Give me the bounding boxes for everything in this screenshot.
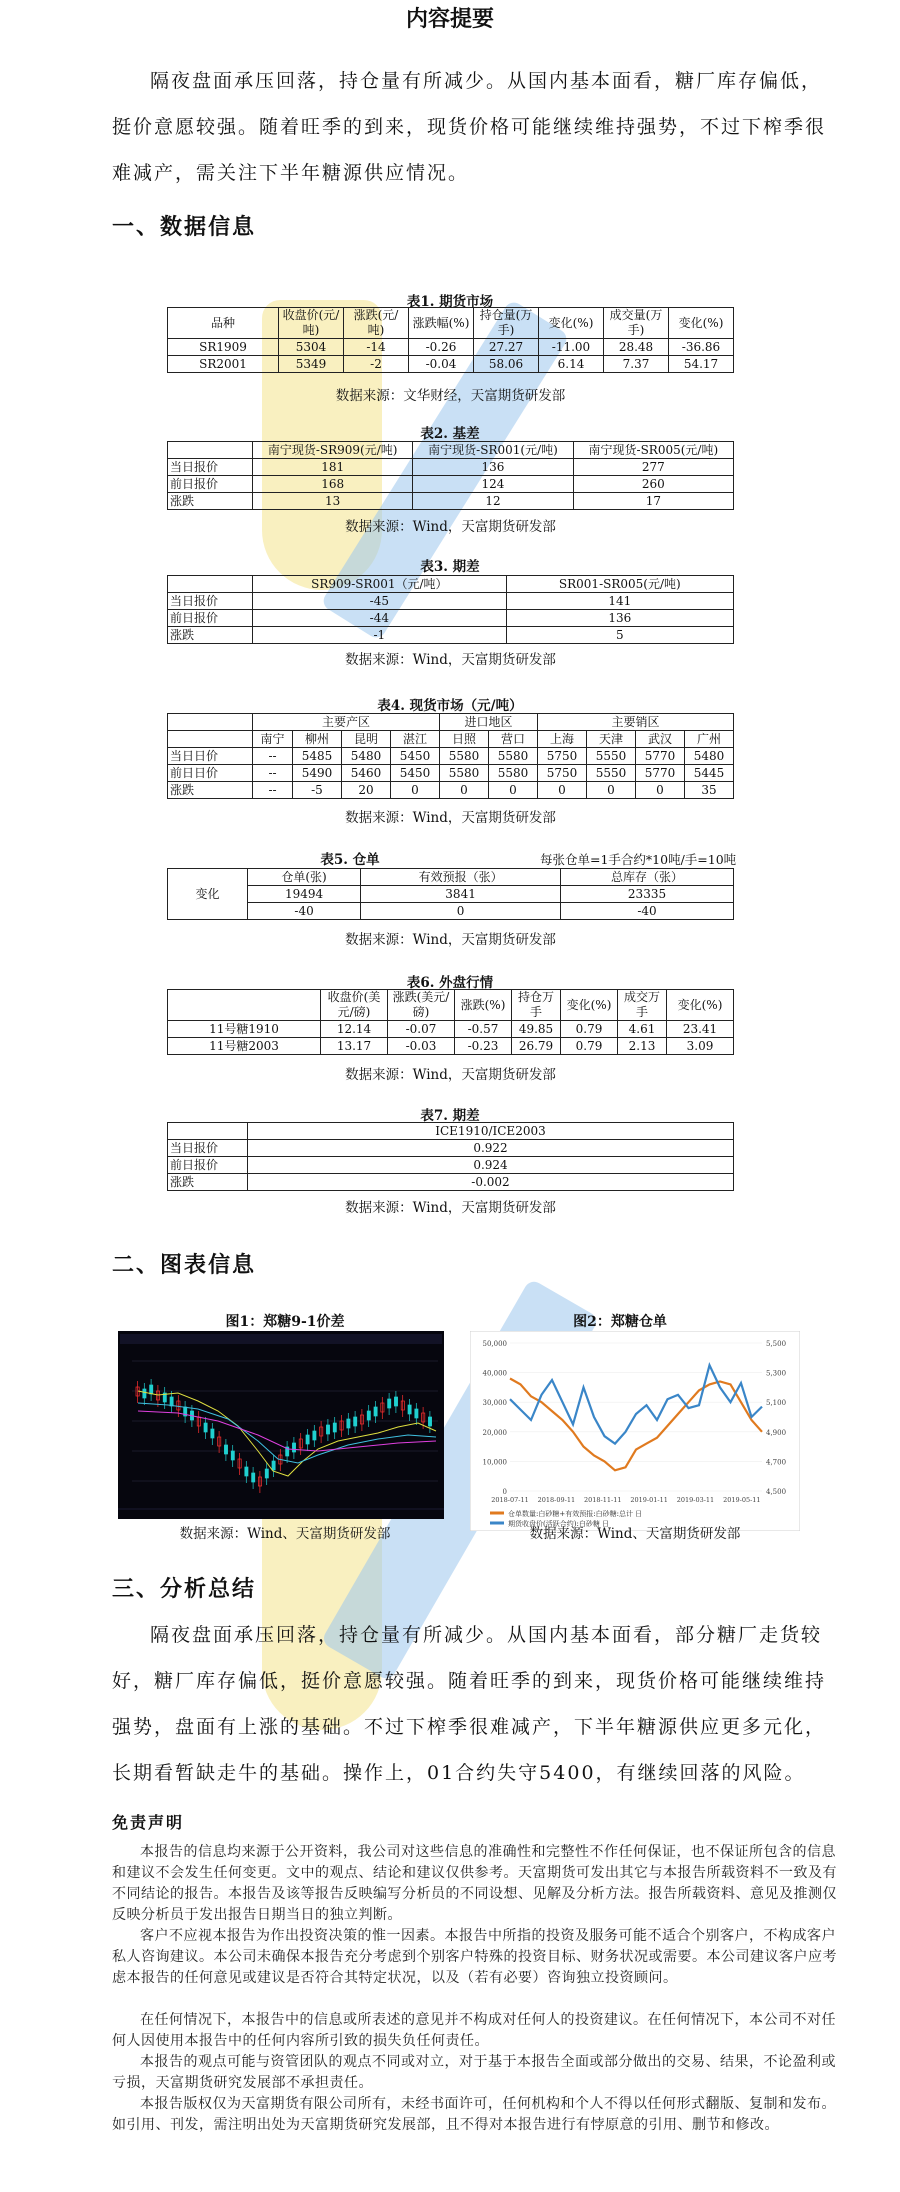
cell: 17 xyxy=(573,493,733,510)
cell: 7.37 xyxy=(604,356,669,373)
cell: 当日日价 xyxy=(168,748,253,765)
cell: 前日报价 xyxy=(168,476,253,493)
cell: -- xyxy=(253,748,293,765)
x-tick-label: 2019-01-11 xyxy=(630,1496,668,1504)
cell: SR1909 xyxy=(168,339,279,356)
cell: 20 xyxy=(341,782,390,799)
y-right-tick-label: 5,100 xyxy=(766,1399,787,1408)
table-row xyxy=(168,782,734,799)
y-right-tick-label: 4,700 xyxy=(766,1458,787,1467)
candle-body xyxy=(245,1467,248,1476)
y-right-tick-label: 4,500 xyxy=(766,1488,787,1496)
disclaimer-title: 免责声明 xyxy=(112,1813,185,1832)
cell: -36.86 xyxy=(669,339,734,356)
cell: -40 xyxy=(248,903,361,920)
figure1-caption: 图1：郑糖9-1价差 xyxy=(225,1314,345,1330)
cell: -11.00 xyxy=(539,339,604,356)
cell: 0 xyxy=(439,782,488,799)
cell: 5349 xyxy=(279,356,344,373)
cell: -44 xyxy=(253,610,507,627)
candle-body xyxy=(252,1473,255,1482)
cell: -14 xyxy=(344,339,409,356)
header-cell: 涨跌(%) xyxy=(455,990,512,1021)
cell: 5550 xyxy=(586,765,635,782)
x-tick-label: 2018-07-11 xyxy=(491,1496,529,1504)
header-cell: 收盘价(元/吨) xyxy=(279,308,344,339)
cell: 变化 xyxy=(168,869,248,920)
spot-market-table xyxy=(167,713,734,799)
cell: 4.61 xyxy=(618,1021,667,1038)
candle-body xyxy=(408,1405,411,1414)
header-cell: 收盘价(美元/磅) xyxy=(321,990,388,1021)
table-header-row xyxy=(168,1123,734,1140)
candle-body xyxy=(394,1397,397,1406)
table1-source: 数据来源：文华财经，天富期货研发部 xyxy=(335,388,566,404)
cell: 5460 xyxy=(341,765,390,782)
cell: -45 xyxy=(253,593,507,610)
table3-caption: 表3. 期差 xyxy=(420,559,480,575)
candle-body xyxy=(211,1429,214,1438)
table2-source: 数据来源：Wind，天富期货研发部 xyxy=(345,519,556,535)
y-left-tick-label: 20,000 xyxy=(482,1428,507,1437)
figure1-price-spread-chart xyxy=(118,1331,444,1519)
header-cell xyxy=(168,714,253,731)
cell: -0.07 xyxy=(388,1021,455,1038)
candle-body xyxy=(313,1431,316,1440)
header-cell: 持仓万手 xyxy=(512,990,561,1021)
cell: 12.14 xyxy=(321,1021,388,1038)
x-tick-label: 2019-05-11 xyxy=(723,1496,761,1504)
table6-source: 数据来源：Wind，天富期货研发部 xyxy=(345,1067,556,1083)
cell: 5445 xyxy=(684,765,733,782)
cell: 11号糖2003 xyxy=(168,1038,321,1055)
header-cell: 昆明 xyxy=(341,731,390,748)
cell: 141 xyxy=(506,593,733,610)
table-header-row xyxy=(168,869,734,886)
section-heading-analysis: 三、分析总结 xyxy=(112,1576,257,1602)
table7-source: 数据来源：Wind，天富期货研发部 xyxy=(345,1200,556,1216)
page-title: 内容提要 xyxy=(405,6,494,32)
cell: 5485 xyxy=(292,748,341,765)
table-row xyxy=(168,493,734,510)
header-cell: 日照 xyxy=(439,731,488,748)
cell: -5 xyxy=(292,782,341,799)
header-cell xyxy=(168,731,253,748)
candle-body xyxy=(354,1417,357,1426)
candle-body xyxy=(224,1445,227,1454)
header-cell: 广州 xyxy=(684,731,733,748)
candle-body xyxy=(326,1425,329,1434)
table4-caption: 表4. 现货市场（元/吨） xyxy=(377,698,523,714)
header-cell: 涨跌(美元/磅) xyxy=(388,990,455,1021)
table-row xyxy=(168,1140,734,1157)
table-row xyxy=(168,627,734,644)
cell: 5580 xyxy=(488,748,537,765)
table-row xyxy=(168,765,734,782)
cell: -0.26 xyxy=(409,339,474,356)
table1-caption: 表1. 期货市场 xyxy=(406,294,494,310)
candle-body xyxy=(292,1443,295,1452)
table-row xyxy=(168,1157,734,1174)
table-header-row xyxy=(168,990,734,1021)
basis-table xyxy=(167,441,734,510)
header-cell: 南宁 xyxy=(253,731,293,748)
candle-body xyxy=(170,1397,173,1406)
y-left-tick-label: 0 xyxy=(502,1488,507,1496)
cell: 0 xyxy=(488,782,537,799)
cell: 277 xyxy=(573,459,733,476)
cell: -0.04 xyxy=(409,356,474,373)
cell: 0.79 xyxy=(561,1021,618,1038)
header-cell: 总库存（张） xyxy=(561,869,734,886)
summary-paragraph: 隔夜盘面承压回落，持仓量有所减少。从国内基本面看，糖厂库存偏低，挺价意愿较强。随着旺季的到来，现货价格可能继续维持强势，不过下榨季很难减产，需关注下半年糖源供应情况。 xyxy=(112,70,827,184)
x-tick-label: 2018-09-11 xyxy=(537,1496,576,1504)
cell: 0.922 xyxy=(248,1140,734,1157)
overseas-market-table xyxy=(167,989,734,1055)
candle-body xyxy=(347,1419,350,1428)
cell: -0.23 xyxy=(455,1038,512,1055)
cell: 260 xyxy=(573,476,733,493)
header-cell: 成交量(万手) xyxy=(604,308,669,339)
table-row xyxy=(168,1174,734,1191)
y-left-tick-label: 10,000 xyxy=(482,1458,507,1467)
header-cell: 变化(%) xyxy=(539,308,604,339)
header-cell: 营口 xyxy=(488,731,537,748)
header-cell: 南宁现货-SR005(元/吨) xyxy=(573,442,733,459)
header-cell xyxy=(168,576,253,593)
table-row xyxy=(168,886,734,903)
header-cell: SR909-SR001（元/吨） xyxy=(253,576,507,593)
cell: -40 xyxy=(561,903,734,920)
ice-spread-table xyxy=(167,1122,734,1191)
cell: 124 xyxy=(413,476,573,493)
cell: 136 xyxy=(506,610,733,627)
cell: 5480 xyxy=(341,748,390,765)
header-cell: 武汉 xyxy=(635,731,684,748)
legend-label: 仓单数量:白砂糖+有效预报:白砂糖:总计 日 xyxy=(508,1510,643,1518)
cell: 前日日价 xyxy=(168,765,253,782)
header-cell: 上海 xyxy=(537,731,586,748)
chart-background xyxy=(118,1331,444,1519)
table-header-row xyxy=(168,576,734,593)
table-row xyxy=(168,339,734,356)
x-tick-label: 2018-11-11 xyxy=(583,1496,622,1504)
header-cell xyxy=(168,1123,248,1140)
cell: 181 xyxy=(253,459,413,476)
cell: 35 xyxy=(684,782,733,799)
cell: 涨跌 xyxy=(168,627,253,644)
cell: 5770 xyxy=(635,765,684,782)
table-row xyxy=(168,356,734,373)
table-row xyxy=(168,610,734,627)
cell: 2.13 xyxy=(618,1038,667,1055)
cell: 5580 xyxy=(488,765,537,782)
header-cell: SR001-SR005(元/吨) xyxy=(506,576,733,593)
header-cell: ICE1910/ICE2003 xyxy=(248,1123,734,1140)
cell: 0.79 xyxy=(561,1038,618,1055)
futures-market-table xyxy=(167,307,734,373)
cell: -- xyxy=(253,765,293,782)
candle-body xyxy=(143,1389,146,1398)
figure2-source: 数据来源：Wind、天富期货研发部 xyxy=(529,1526,741,1542)
table7-caption: 表7. 期差 xyxy=(420,1108,480,1124)
cell: 19494 xyxy=(248,886,361,903)
header-cell: 品种 xyxy=(168,308,279,339)
header-cell: 柳州 xyxy=(292,731,341,748)
cell: 12 xyxy=(413,493,573,510)
cell: 3.09 xyxy=(667,1038,734,1055)
disclaimer-paragraph: 本报告的观点可能与资管团队的观点不同或对立，对于基于本报告全面或部分做出的交易、结果，不论盈利或亏损，天富期货研究发展部不承担责任。 xyxy=(112,2054,836,2091)
cell: 0 xyxy=(390,782,439,799)
table-header-row xyxy=(168,308,734,339)
cell: 前日报价 xyxy=(168,1157,248,1174)
cell: 当日报价 xyxy=(168,1140,248,1157)
cell: 5490 xyxy=(292,765,341,782)
cell: 23.41 xyxy=(667,1021,734,1038)
table-header-row xyxy=(168,442,734,459)
candle-body xyxy=(333,1423,336,1432)
cell: -0.03 xyxy=(388,1038,455,1055)
cell: 0.924 xyxy=(248,1157,734,1174)
candle-body xyxy=(265,1469,268,1478)
cell: -2 xyxy=(344,356,409,373)
disclaimer-paragraph: 本报告版权仅为天富期货有限公司所有，未经书面许可，任何机构和个人不得以任何形式翻版、复制和发布。如引用、刊发，需注明出处为天富期货研究发展部，且不得对本报告进行有悖原意的引用、删节和修改。 xyxy=(112,2096,836,2133)
disclaimer-paragraph: 在任何情况下，本报告中的信息或所表述的意见并不构成对任何人的投资建议。在任何情况下，本公司不对任何人因使用本报告中的任何内容所引致的损失负任何责任。 xyxy=(112,2012,836,2049)
spread-table xyxy=(167,575,734,644)
table-row xyxy=(168,1038,734,1055)
candle-body xyxy=(231,1451,234,1460)
header-cell: 涨跌幅(%) xyxy=(409,308,474,339)
cell: 5450 xyxy=(390,765,439,782)
table-header-row xyxy=(168,731,734,748)
header-cell: 天津 xyxy=(586,731,635,748)
candle-body xyxy=(428,1417,431,1426)
cell: 5 xyxy=(506,627,733,644)
header-cell: 仓单(张) xyxy=(248,869,361,886)
x-tick-label: 2019-03-11 xyxy=(676,1496,715,1504)
cell: -1 xyxy=(253,627,507,644)
candle-body xyxy=(150,1385,153,1394)
cell: -0.002 xyxy=(248,1174,734,1191)
header-cell: 南宁现货-SR909(元/吨) xyxy=(253,442,413,459)
y-left-tick-label: 30,000 xyxy=(482,1399,507,1408)
table-row xyxy=(168,459,734,476)
cell: 13 xyxy=(253,493,413,510)
cell: 28.48 xyxy=(604,339,669,356)
header-cell xyxy=(168,442,253,459)
candle-body xyxy=(272,1461,275,1470)
figure2-caption: 图2：郑糖仓单 xyxy=(573,1314,667,1330)
table5-caption: 表5. 仓单 xyxy=(320,852,380,868)
header-cell: 持仓量(万手) xyxy=(474,308,539,339)
cell: 58.06 xyxy=(474,356,539,373)
cell: 5550 xyxy=(586,748,635,765)
header-cell: 主要产区 xyxy=(253,714,440,731)
cell: 5580 xyxy=(439,765,488,782)
table-row xyxy=(168,593,734,610)
cell: 涨跌 xyxy=(168,493,253,510)
table-row xyxy=(168,476,734,493)
header-cell: 变化(%) xyxy=(561,990,618,1021)
cell: 5580 xyxy=(439,748,488,765)
y-right-tick-label: 5,300 xyxy=(766,1369,787,1378)
cell: 0 xyxy=(537,782,586,799)
table-row xyxy=(168,903,734,920)
header-cell: 涨跌(元/吨) xyxy=(344,308,409,339)
cell: 5304 xyxy=(279,339,344,356)
table5-source: 数据来源：Wind，天富期货研发部 xyxy=(345,932,556,948)
warehouse-receipt-table xyxy=(167,868,734,920)
cell: 前日报价 xyxy=(168,610,253,627)
table-row xyxy=(168,748,734,765)
header-cell: 成交万手 xyxy=(618,990,667,1021)
header-cell: 进口地区 xyxy=(439,714,537,731)
header-cell: 有效预报（张） xyxy=(361,869,561,886)
analysis-paragraph: 隔夜盘面承压回落，持仓量有所减少。从国内基本面看，部分糖厂走货较好，糖厂库存偏低，挺价意愿较强。随着旺季的到来，现货价格可能继续维持强势，盘面有上涨的基础。不过下榨季很难减产，下半年糖源供应更多元化，长期看暂缺走牛的基础。操作上，01合约失守5400，有继续回落的风险。 xyxy=(112,1624,827,1784)
cell: 0 xyxy=(635,782,684,799)
section-heading-charts: 二、图表信息 xyxy=(112,1252,257,1278)
candle-body xyxy=(204,1423,207,1432)
cell: 136 xyxy=(413,459,573,476)
section-heading-data: 一、数据信息 xyxy=(112,214,257,240)
y-right-tick-label: 4,900 xyxy=(766,1428,787,1437)
candle-body xyxy=(306,1435,309,1444)
cell: 13.17 xyxy=(321,1038,388,1055)
table3-source: 数据来源：Wind，天富期货研发部 xyxy=(345,652,556,668)
header-cell: 南宁现货-SR001(元/吨) xyxy=(413,442,573,459)
cell: -0.57 xyxy=(455,1021,512,1038)
cell: 0 xyxy=(586,782,635,799)
candle-body xyxy=(415,1409,418,1418)
figure2-warehouse-receipt-chart xyxy=(470,1331,800,1531)
header-cell: 湛江 xyxy=(390,731,439,748)
cell: 涨跌 xyxy=(168,782,253,799)
legend-label: 期货收盘价(活跃合约):白砂糖 日 xyxy=(508,1520,610,1528)
table6-caption: 表6. 外盘行情 xyxy=(406,975,494,991)
y-left-tick-label: 40,000 xyxy=(482,1369,507,1378)
y-right-tick-label: 5,500 xyxy=(766,1340,787,1348)
cell: 54.17 xyxy=(669,356,734,373)
header-cell: 主要销区 xyxy=(537,714,733,731)
cell: 168 xyxy=(253,476,413,493)
y-left-tick-label: 50,000 xyxy=(482,1340,507,1348)
cell: 23335 xyxy=(561,886,734,903)
header-cell xyxy=(168,990,321,1021)
cell: 当日报价 xyxy=(168,459,253,476)
header-cell: 变化(%) xyxy=(669,308,734,339)
candle-body xyxy=(388,1399,391,1408)
table-header-row xyxy=(168,714,734,731)
cell: 27.27 xyxy=(474,339,539,356)
table4-source: 数据来源：Wind，天富期货研发部 xyxy=(345,810,556,826)
disclaimer-paragraph: 本报告的信息均来源于公开资料，我公司对这些信息的准确性和完整性不作任何保证，也不保证所包含的信息和建议不会发生任何变更。文中的观点、结论和建议仅供参考。天富期货可发出其它与本报告所载资料不一致及有不同结论的报告。本报告及该等报告反映编写分析员的不同设想、见解及分析方法。报告所载资料、意见及推测仅反映分析员于发出报告日期当日的独立判断。 xyxy=(112,1844,837,1923)
candle-body xyxy=(374,1407,377,1416)
cell: 5450 xyxy=(390,748,439,765)
figure1-source: 数据来源：Wind、天富期货研发部 xyxy=(179,1526,391,1542)
cell: 5750 xyxy=(537,765,586,782)
cell: 49.85 xyxy=(512,1021,561,1038)
cell: 涨跌 xyxy=(168,1174,248,1191)
cell: 6.14 xyxy=(539,356,604,373)
cell: 5770 xyxy=(635,748,684,765)
cell: 当日报价 xyxy=(168,593,253,610)
cell: 3841 xyxy=(361,886,561,903)
cell: 11号糖1910 xyxy=(168,1021,321,1038)
disclaimer-paragraph: 客户不应视本报告为作出投资决策的惟一因素。本报告中所指的投资及服务可能不适合个别客户，不构成客户私人咨询建议。本公司未确保本报告充分考虑到个别客户特殊的投资目标、财务状况或需要。本公司建议客户应考虑本报告的任何意见或建议是否符合其特定状况，以及（若有必要）咨询独立投资顾问。 xyxy=(112,1928,837,1986)
cell: -- xyxy=(253,782,293,799)
candle-body xyxy=(367,1411,370,1420)
chart-toolbar xyxy=(120,1334,442,1344)
cell: 5750 xyxy=(537,748,586,765)
table-row xyxy=(168,1021,734,1038)
cell: 0 xyxy=(361,903,561,920)
table5-note: 每张仓单=1手合约*10吨/手=10吨 xyxy=(540,852,737,867)
cell: 5480 xyxy=(684,748,733,765)
table2-caption: 表2. 基差 xyxy=(420,426,480,442)
header-cell: 变化(%) xyxy=(667,990,734,1021)
cell: SR2001 xyxy=(168,356,279,373)
cell: 26.79 xyxy=(512,1038,561,1055)
